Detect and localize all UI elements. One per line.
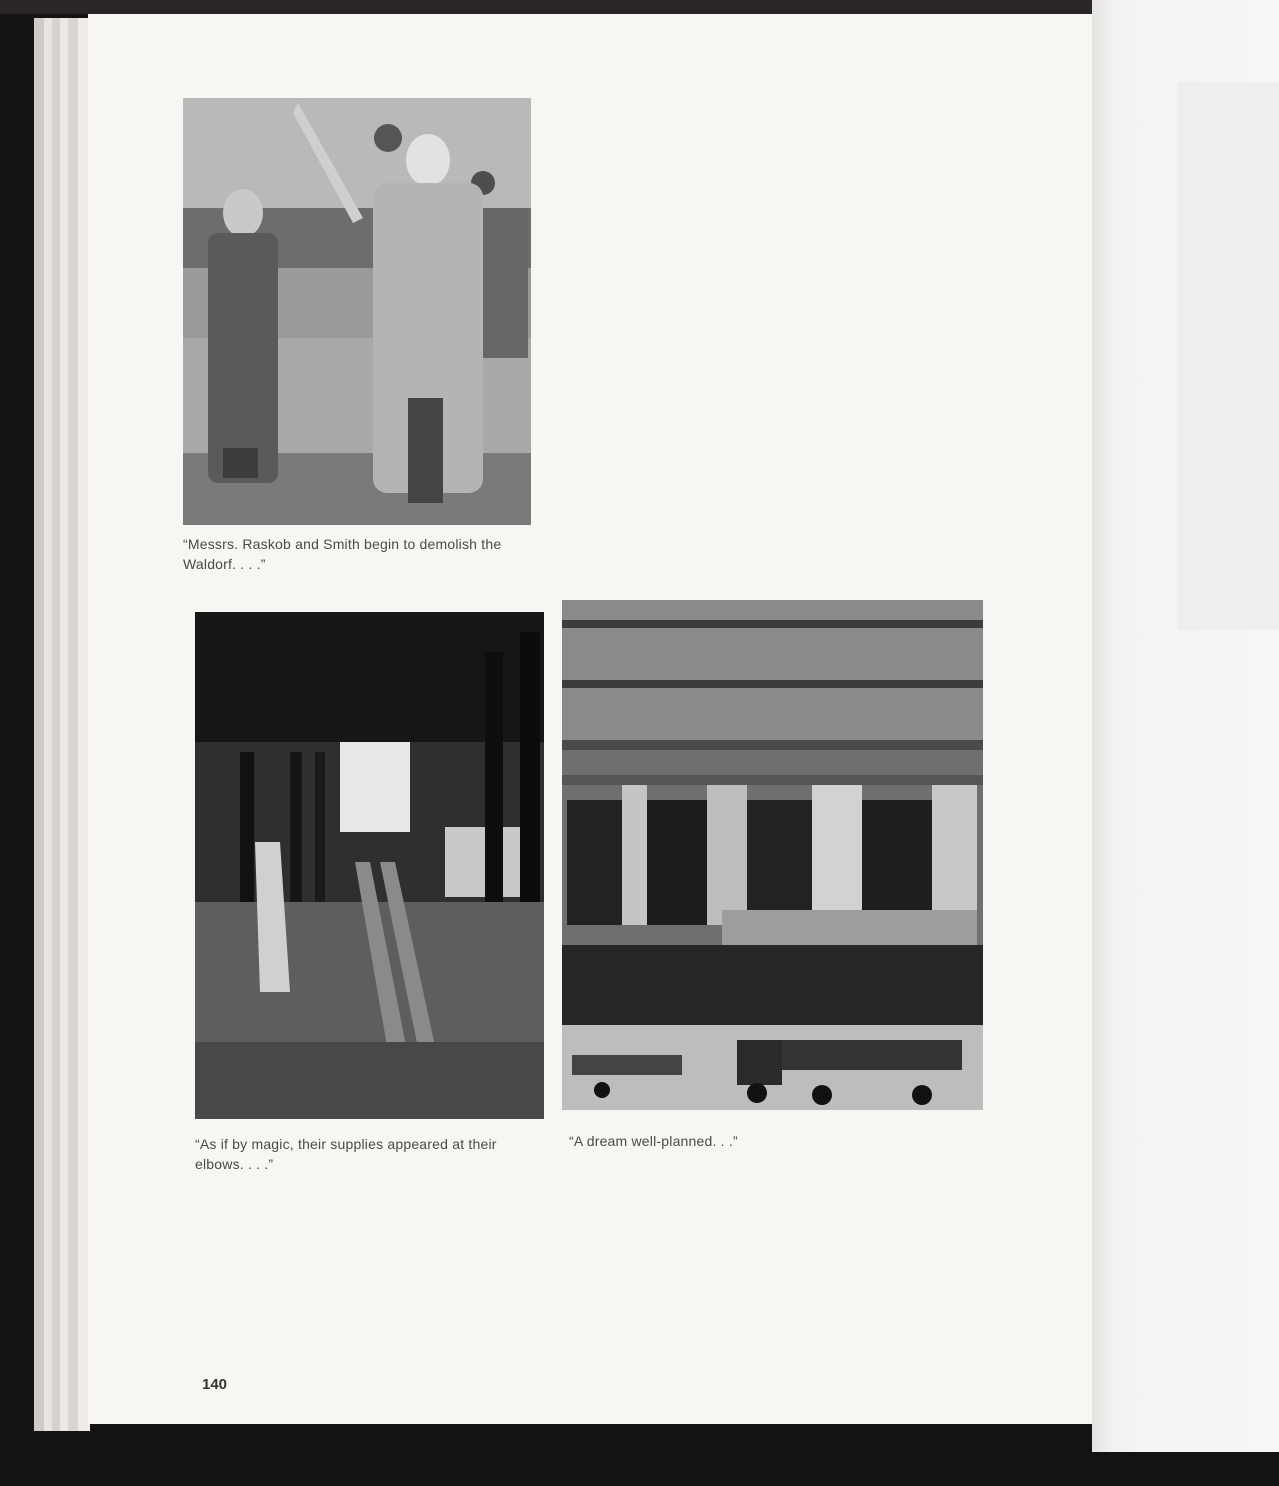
photo-raskob-smith <box>183 98 531 525</box>
page-number: 140 <box>202 1376 228 1393</box>
caption-construction-street: “A dream well-planned. . .” <box>569 1133 738 1149</box>
facing-page-panel <box>1178 82 1279 630</box>
page-edge-strip <box>60 18 68 1431</box>
caption-raskob-smith: “Messrs. Raskob and Smith begin to demolish the Waldorf. . . .” <box>183 536 502 572</box>
scan-top-border <box>0 0 1092 14</box>
photo-rail-tracks <box>195 612 544 1119</box>
page-edge-strip <box>34 18 44 1431</box>
page-edge-strip <box>44 18 52 1431</box>
page-edge-strip <box>52 18 60 1431</box>
photo-construction-street <box>562 600 983 1110</box>
page-edge-strip <box>68 18 78 1431</box>
caption-rail-tracks: “As if by magic, their supplies appeared at their elbows. . . .” <box>195 1136 497 1172</box>
